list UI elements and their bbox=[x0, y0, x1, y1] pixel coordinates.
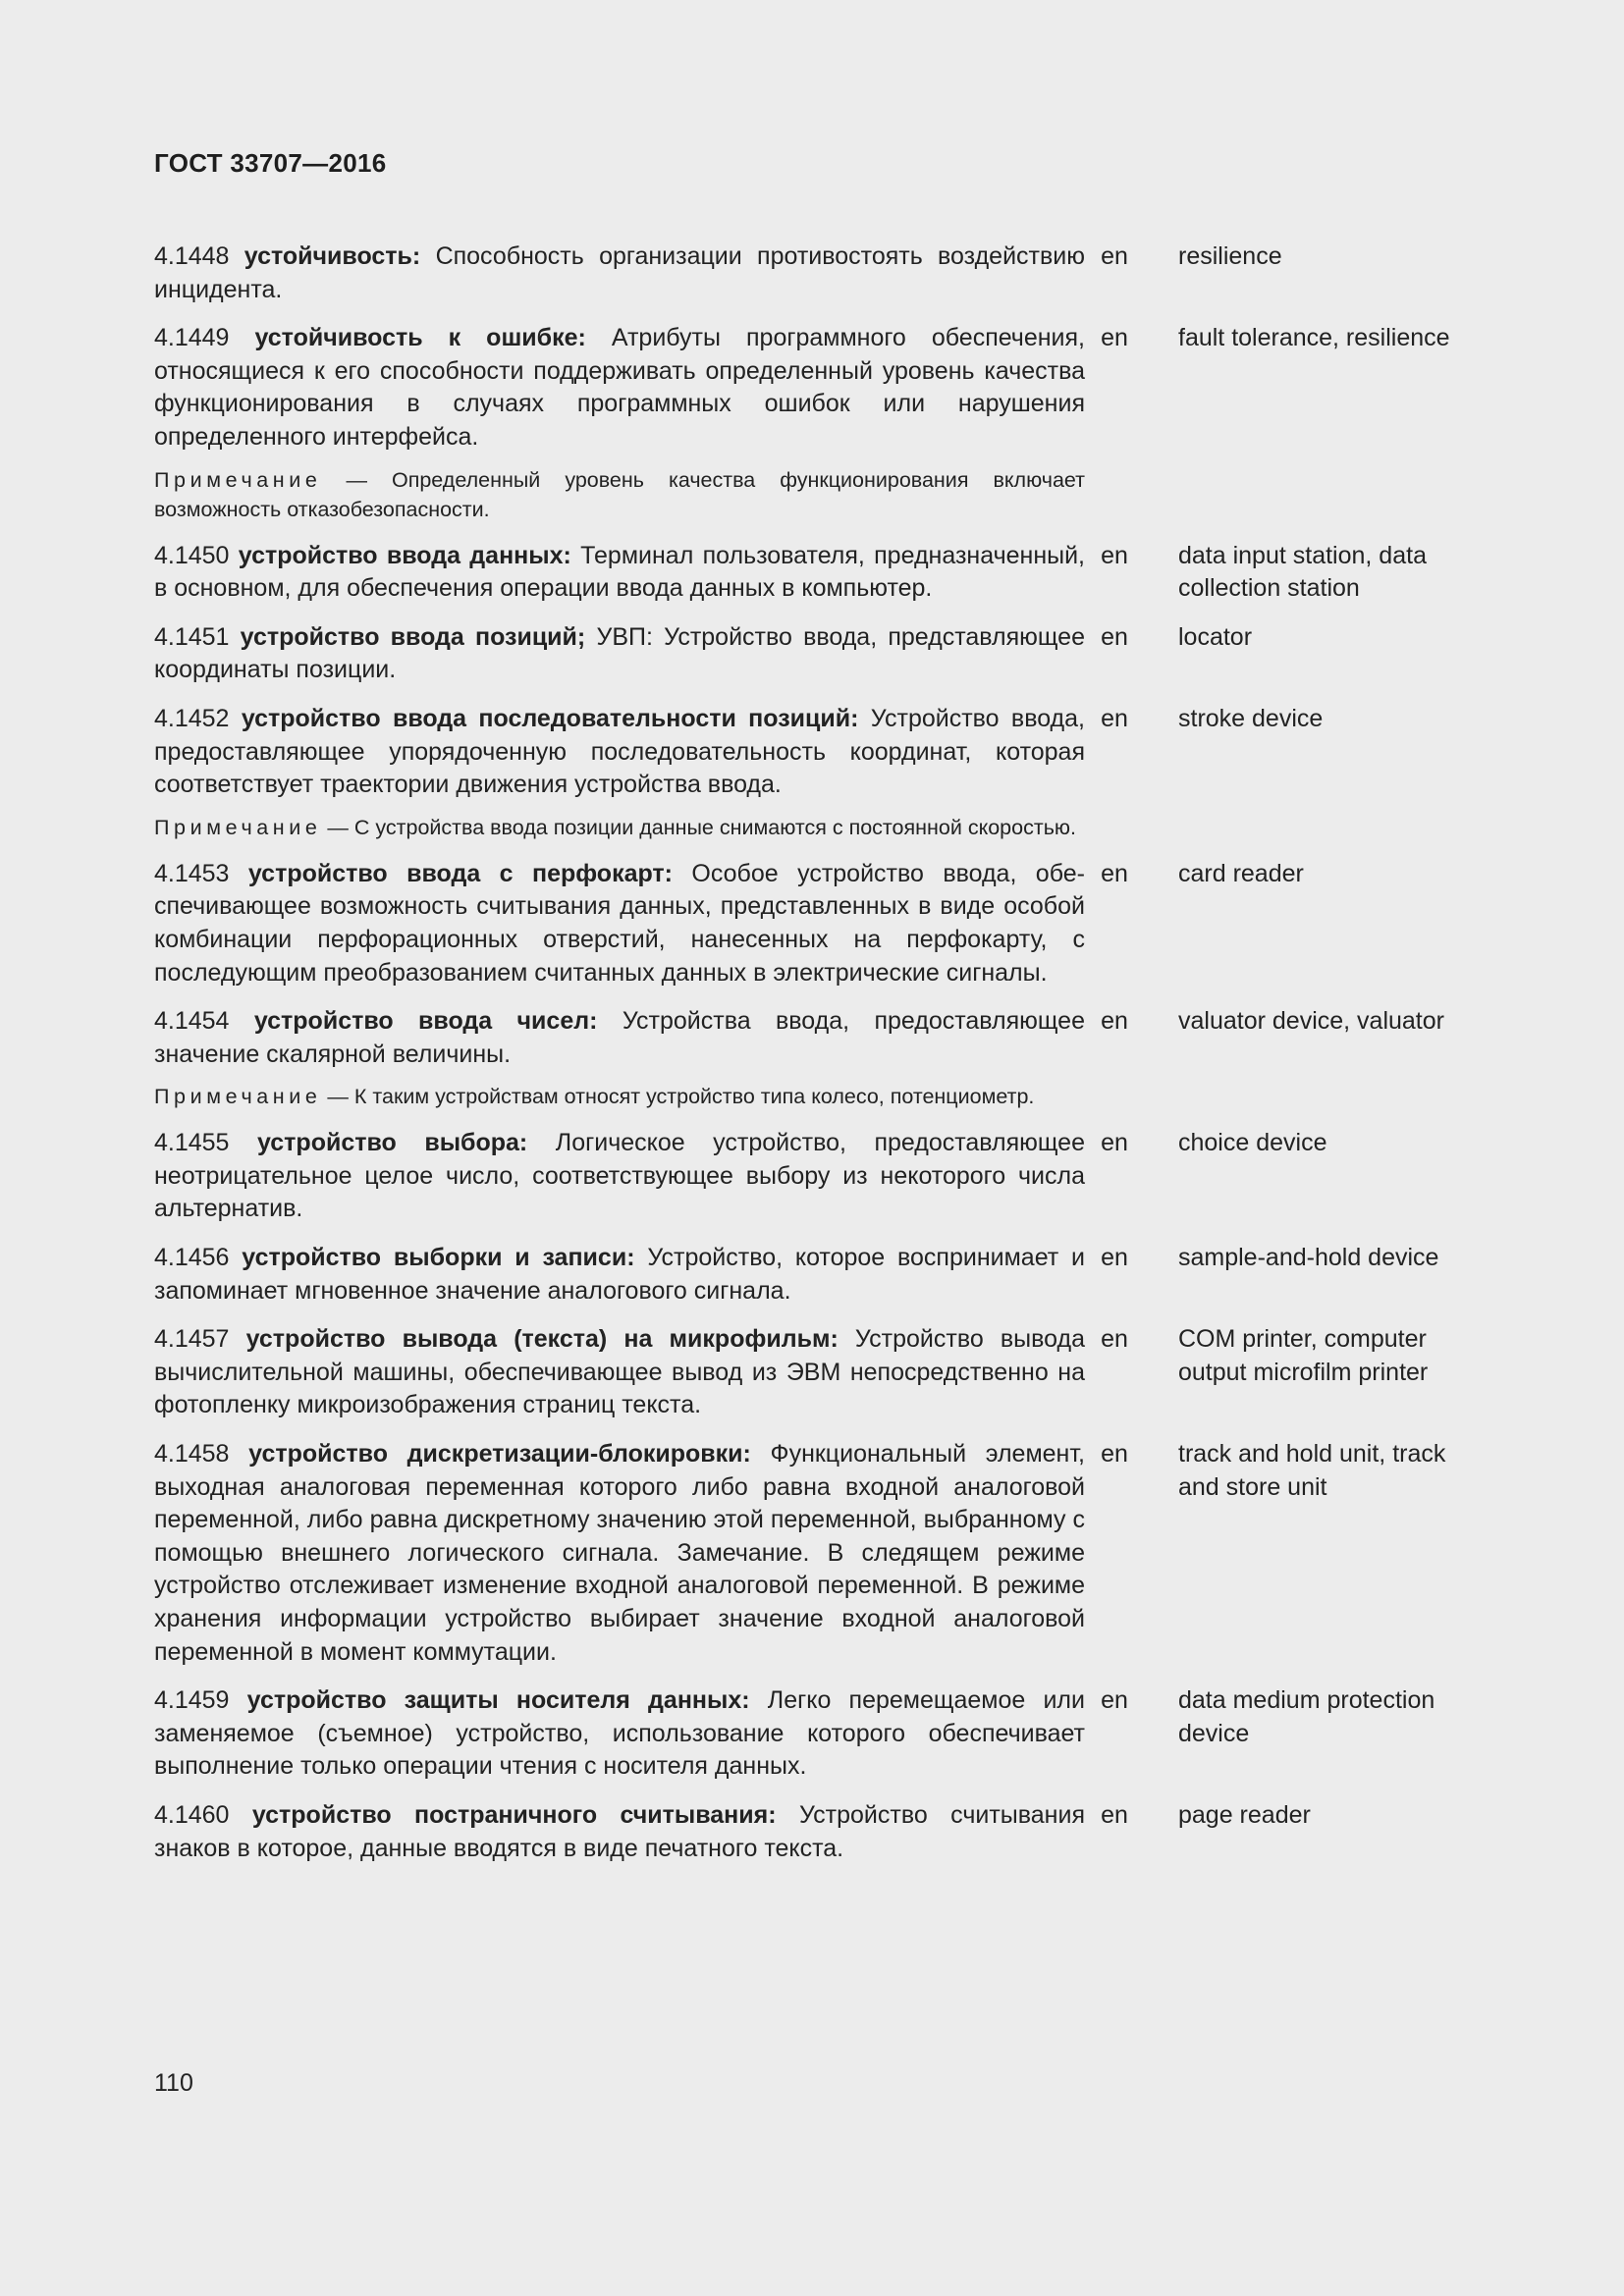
english-equivalent: COM printer, computer output microfilm printer bbox=[1178, 1325, 1429, 1386]
entry-number: 4.1449 bbox=[154, 324, 230, 352]
definition bbox=[154, 540, 1085, 606]
term-entry bbox=[154, 1005, 1480, 1111]
entry-body bbox=[154, 621, 1085, 687]
language-code bbox=[1085, 1127, 1178, 1160]
language-code bbox=[1085, 1438, 1178, 1471]
english-equivalent: valuator device, valuator bbox=[1178, 1007, 1444, 1036]
term-entry bbox=[154, 858, 1480, 989]
definition bbox=[154, 858, 1085, 989]
entry-number: 4.1456 bbox=[154, 1244, 230, 1272]
entry-number: 4.1451 bbox=[154, 622, 230, 651]
term-entry bbox=[154, 540, 1480, 606]
term-name: устойчивость: bbox=[244, 242, 421, 270]
term-name: устройство дискретизации-блокировки: bbox=[248, 1440, 751, 1468]
term-entry bbox=[154, 322, 1480, 523]
definition-text: Устройство вывода вычислительной машины, обеспечивающее вывод из ЭВМ непосредственно на фотопленку микроизображения страниц текста. bbox=[154, 1325, 1085, 1419]
english-equivalent: fault tolerance, resilience bbox=[1178, 324, 1450, 352]
entry-body bbox=[154, 1323, 1085, 1422]
language-code bbox=[1085, 1005, 1178, 1039]
term-entry bbox=[154, 1323, 1480, 1422]
language-code bbox=[1085, 858, 1178, 891]
language-code bbox=[1085, 240, 1178, 274]
term-name: устройство выбора: bbox=[257, 1129, 528, 1157]
definition-text: Особое устройство ввода, обеспечивающее возможность считывания данных, представленных в виде особой комбинации перфорационных отверстий, нанесенных на перфокарту, с последующим преобразованием считанных данных в электрические сигналы. bbox=[154, 859, 1085, 987]
entry-body bbox=[154, 1127, 1085, 1226]
definition-text: УВП: Устройство ввода, представляющее координаты позиции. bbox=[154, 622, 1085, 684]
page-number: 110 bbox=[154, 2069, 193, 2097]
language-code bbox=[1085, 703, 1178, 736]
entry-body bbox=[154, 1438, 1085, 1669]
english-equivalent: sample-and-hold device bbox=[1178, 1244, 1439, 1272]
english-equivalent: data medium protection device bbox=[1178, 1686, 1435, 1747]
english-equivalent: resilience bbox=[1178, 242, 1282, 270]
entry-body bbox=[154, 240, 1085, 306]
entry-body bbox=[154, 1684, 1085, 1784]
language-code bbox=[1085, 621, 1178, 655]
term-name: устройство ввода чисел: bbox=[253, 1007, 598, 1036]
term-name: устройство ввода данных: bbox=[238, 541, 571, 569]
entry-number: 4.1450 bbox=[154, 541, 230, 569]
language-code bbox=[1085, 1242, 1178, 1275]
english-equivalent: choice device bbox=[1178, 1129, 1327, 1157]
note-label: Примечание bbox=[154, 1085, 322, 1109]
definition bbox=[154, 703, 1085, 802]
language-code bbox=[1085, 1323, 1178, 1357]
definition-text: Устройство, которое воспринимает и запоминает мгновенное значение аналогового сигнала. bbox=[154, 1244, 1085, 1305]
definition-text: Функциональный элемент, выходная аналоговая переменная которого либо равна входной аналоговой переменной, либо равна дискретному значению этой переменной, выбранному с помощью внешнего логического сигнала. Замечание. В следящем режиме устройство отслеживает изменение входной аналоговой переменной. В режиме хранения информации устройство выбирает значение входной аналоговой переменной в момент коммутации. bbox=[154, 1440, 1085, 1666]
definition-text: Устройства ввода, предоставляющее значение скалярной величины. bbox=[154, 1007, 1085, 1068]
definition bbox=[154, 1127, 1085, 1226]
entry-number: 4.1454 bbox=[154, 1007, 230, 1036]
term-entries bbox=[154, 240, 1480, 1881]
term-name: устойчивость к ошибке: bbox=[254, 324, 586, 352]
note bbox=[154, 813, 1085, 842]
term-entry bbox=[154, 1684, 1480, 1784]
entry-number: 4.1460 bbox=[154, 1800, 230, 1829]
entry-body bbox=[154, 1242, 1085, 1308]
language-code-text: en bbox=[1101, 622, 1128, 651]
english-equivalent: data input station, data collection station bbox=[1178, 541, 1427, 603]
entry-body bbox=[154, 322, 1085, 523]
definition bbox=[154, 1684, 1085, 1784]
entry-body bbox=[154, 703, 1085, 842]
language-code bbox=[1085, 540, 1178, 573]
note-text: — С устройства ввода позиции данные снимаются с постоянной скоростью. bbox=[321, 815, 1076, 839]
term-entry bbox=[154, 621, 1480, 687]
note-label: Примечание bbox=[154, 815, 322, 839]
definition bbox=[154, 1438, 1085, 1669]
language-code-text: en bbox=[1101, 324, 1128, 352]
english-equivalent: card reader bbox=[1178, 859, 1304, 887]
definition bbox=[154, 621, 1085, 687]
definition-text: Устройство ввода, предоставляющее упорядоченную последовательность координат, которая соответствует траектории движения устройства ввода. bbox=[154, 704, 1085, 799]
language-code-text: en bbox=[1101, 1800, 1128, 1829]
language-code bbox=[1085, 1684, 1178, 1718]
term-entry bbox=[154, 703, 1480, 842]
term-entry bbox=[154, 1242, 1480, 1308]
language-code-text: en bbox=[1101, 1325, 1128, 1354]
language-code-text: en bbox=[1101, 1007, 1128, 1036]
language-code-text: en bbox=[1101, 859, 1128, 887]
definition bbox=[154, 1799, 1085, 1865]
definition bbox=[154, 1005, 1085, 1071]
definition-text: Терминал пользователя, предназначенный, в основном, для обеспечения операции ввода данных в компьютер. bbox=[154, 541, 1085, 603]
definition bbox=[154, 240, 1085, 306]
english-equivalent: stroke device bbox=[1178, 704, 1324, 732]
language-code-text: en bbox=[1101, 1244, 1128, 1272]
definition bbox=[154, 1242, 1085, 1308]
definition bbox=[154, 1323, 1085, 1422]
entry-number: 4.1455 bbox=[154, 1129, 230, 1157]
language-code-text: en bbox=[1101, 541, 1128, 569]
entry-number: 4.1458 bbox=[154, 1440, 230, 1468]
definition-text: Легко перемещаемое или заменяемое (съемное) устройство, использование которого обеспечивает выполнение только операции чтения с носителя данных. bbox=[154, 1686, 1085, 1781]
language-code-text: en bbox=[1101, 704, 1128, 732]
language-code-text: en bbox=[1101, 242, 1128, 270]
entry-number: 4.1459 bbox=[154, 1686, 230, 1715]
definition-text: Устройство считывания знаков в которое, данные вводятся в виде печатного текста. bbox=[154, 1800, 1085, 1862]
english-equivalent: locator bbox=[1178, 622, 1253, 651]
entry-number: 4.1452 bbox=[154, 704, 230, 732]
definition-text: Логическое устройство, предоставляющее неотрицательное целое число, соответствующее выбору из некоторого числа альтернатив. bbox=[154, 1129, 1085, 1223]
language-code bbox=[1085, 1799, 1178, 1833]
language-code-text: en bbox=[1101, 1440, 1128, 1468]
term-name: устройство ввода последовательности позиций: bbox=[241, 704, 859, 732]
english-equivalent: track and hold unit, track and store unit bbox=[1178, 1440, 1446, 1501]
entry-number: 4.1457 bbox=[154, 1325, 230, 1354]
term-name: устройство защиты носителя данных: bbox=[246, 1686, 750, 1715]
note bbox=[154, 1082, 1085, 1111]
language-code bbox=[1085, 322, 1178, 355]
term-name: устройство постраничного считывания: bbox=[251, 1800, 777, 1829]
term-name: устройство вывода (текста) на микрофильм: bbox=[245, 1325, 839, 1354]
note-text: — К таким устройствам относят устройство типа колесо, потенциометр. bbox=[321, 1085, 1035, 1109]
term-entry bbox=[154, 240, 1480, 306]
entry-number: 4.1448 bbox=[154, 242, 230, 270]
term-name: устройство выборки и записи: bbox=[242, 1244, 635, 1272]
entry-number: 4.1453 bbox=[154, 859, 230, 887]
english-equivalent: page reader bbox=[1178, 1800, 1311, 1829]
definition bbox=[154, 322, 1085, 454]
entry-body bbox=[154, 540, 1085, 606]
definition-text: Способность организации противостоять воздействию инцидента. bbox=[154, 242, 1085, 303]
entry-body bbox=[154, 1005, 1085, 1111]
note-label: Примечание bbox=[154, 467, 322, 492]
entry-body bbox=[154, 858, 1085, 989]
note-text: — Определенный уровень качества функционирования включает возможность отказобезопасности. bbox=[154, 467, 1085, 521]
term-entry bbox=[154, 1799, 1480, 1865]
language-code-text: en bbox=[1101, 1129, 1128, 1157]
term-name: устройство ввода позиций; bbox=[240, 622, 586, 651]
standard-header: ГОСТ 33707—2016 bbox=[154, 148, 387, 178]
definition-text: Атрибуты программного обеспечения, относящиеся к его способности поддерживать определенный уровень качества функционирования в случаях программных ошибок или нарушения определенного интерфейса. bbox=[154, 324, 1085, 451]
language-code-text: en bbox=[1101, 1686, 1128, 1715]
note bbox=[154, 465, 1085, 524]
term-entry bbox=[154, 1438, 1480, 1669]
entry-body bbox=[154, 1799, 1085, 1865]
term-entry bbox=[154, 1127, 1480, 1226]
term-name: устройство ввода с перфокарт: bbox=[247, 859, 673, 887]
